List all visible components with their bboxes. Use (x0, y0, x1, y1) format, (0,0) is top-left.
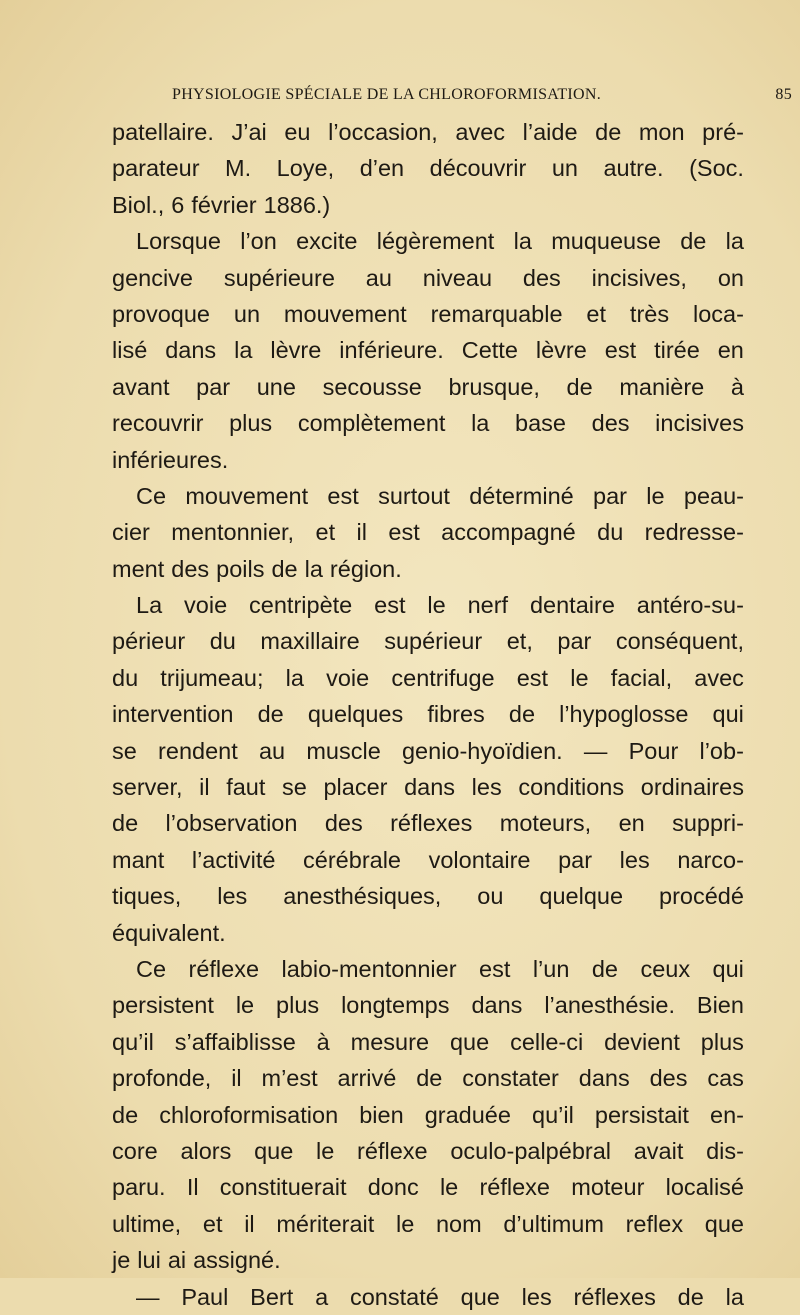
word: est (604, 337, 637, 364)
word: 1886.) (263, 191, 331, 218)
word: à (730, 373, 744, 400)
word: ai (167, 1247, 187, 1274)
word: de (112, 810, 139, 837)
word: la (725, 1283, 744, 1310)
text-line (112, 514, 744, 550)
word: est (388, 519, 420, 546)
word: l’aide (522, 119, 578, 145)
word: d’en (359, 155, 405, 182)
word: légèrement (376, 228, 495, 255)
word: qu’il (112, 1028, 154, 1055)
word: le (235, 992, 255, 1019)
word: oculo-palpébral (450, 1137, 612, 1164)
word: dans (578, 1065, 630, 1092)
word: parateur (112, 155, 200, 182)
word: dis- (706, 1137, 744, 1164)
word: la (725, 228, 744, 255)
word: cier (112, 519, 150, 546)
running-title: PHYSIOLOGIE SPÉCIALE DE LA CHLOROFORMISATION. (172, 86, 602, 103)
word: gencive (112, 264, 193, 291)
text-line (112, 805, 744, 841)
word: provoque (112, 300, 210, 327)
text-line (112, 296, 744, 332)
word: Il (186, 1174, 199, 1201)
word: tiques, (112, 883, 182, 910)
word: poils (216, 555, 265, 582)
word: réflexe (357, 1137, 428, 1164)
word: constituerait (219, 1174, 347, 1201)
word: lèvre (270, 337, 322, 364)
text-line (112, 1133, 744, 1169)
text-line (112, 478, 744, 514)
word: conséquent, (615, 628, 744, 655)
word: région. (329, 555, 402, 582)
word: profonde, (112, 1065, 212, 1092)
word: antéro-su- (636, 592, 744, 619)
word: 6 (171, 191, 185, 218)
word: recouvrir (112, 410, 204, 437)
text-line (112, 623, 744, 659)
word: procédé (659, 883, 744, 910)
word: l’occasion, (328, 119, 438, 145)
word: il (199, 774, 210, 801)
word: server, (112, 774, 183, 801)
word: les (217, 883, 248, 910)
word: volontaire (428, 846, 531, 873)
word: anesthésiques, (283, 883, 442, 910)
word: un (551, 155, 578, 182)
word: avec (694, 664, 744, 691)
word: mon (638, 119, 685, 145)
word: mouvement (283, 300, 407, 327)
word: le (427, 592, 446, 619)
word: déterminé (469, 482, 574, 509)
word: équivalent. (112, 919, 226, 946)
word: est (479, 955, 511, 982)
word: réflexes (390, 810, 473, 837)
word: alors (180, 1137, 232, 1164)
text-line (112, 114, 744, 150)
word: Paul (181, 1283, 229, 1310)
word: qui (712, 701, 744, 728)
word: réflexe (479, 1174, 551, 1201)
word: que (704, 1210, 744, 1237)
text-line (112, 1279, 744, 1315)
word: que (449, 1028, 490, 1055)
word: niveau (422, 264, 493, 291)
word: bien (359, 1101, 404, 1128)
word: l’on (240, 228, 277, 255)
word: surtout (378, 482, 450, 509)
word: quelque (539, 883, 624, 910)
word: Bien (696, 992, 744, 1019)
word: des (649, 1065, 688, 1092)
word: de (112, 1101, 139, 1128)
word: il (356, 519, 367, 546)
word: centripète (249, 592, 353, 619)
word: réflexe (188, 955, 260, 982)
word: les (619, 846, 650, 873)
text-line (112, 260, 744, 296)
word: dans (165, 337, 217, 364)
word: la (513, 228, 532, 255)
word: mentonnier, (171, 519, 295, 546)
text-line (112, 951, 744, 987)
word: genio-hyoïdien. (401, 737, 563, 764)
word: une (256, 373, 296, 400)
text-line (112, 150, 744, 186)
word: (Soc. (689, 155, 744, 182)
word: quelques (307, 701, 404, 728)
text-line (112, 1169, 744, 1205)
word: Lorsque (136, 228, 221, 255)
word: un (233, 300, 261, 327)
word: muscle (306, 737, 381, 764)
word: narco- (677, 846, 744, 873)
word: constater (462, 1065, 559, 1092)
word: Ce (136, 482, 167, 509)
word: découvrir (429, 155, 527, 182)
word: l’ob- (699, 737, 744, 764)
word: conditions (518, 774, 625, 801)
text-line (112, 405, 744, 441)
word: d’ultimum (503, 1210, 604, 1237)
word: manière (619, 373, 705, 400)
word: excite (296, 228, 358, 255)
text-line (112, 1097, 744, 1133)
word: de (257, 701, 284, 728)
word: ceux (640, 955, 691, 982)
text-line (112, 1242, 744, 1278)
body-text (112, 114, 744, 1315)
word: avant (112, 373, 170, 400)
word: la (304, 555, 323, 582)
text-line (112, 187, 744, 223)
word: lèvre (535, 337, 587, 364)
word: en (618, 810, 645, 837)
word: le (570, 664, 589, 691)
word: — (136, 1283, 160, 1310)
word: mant (112, 846, 165, 873)
word: par (196, 373, 231, 400)
word: lisé (112, 337, 148, 364)
word: incisives, (591, 264, 687, 291)
word: supérieure (223, 264, 335, 291)
word: de (591, 955, 618, 982)
word: du (112, 664, 139, 691)
word: ordinaires (640, 774, 744, 801)
text-line (112, 442, 744, 478)
word: loca- (693, 300, 744, 327)
word: arrivé (337, 1065, 397, 1092)
word: l’activité (191, 846, 276, 873)
word: s’affaiblisse (174, 1028, 296, 1055)
word: avait (633, 1137, 684, 1164)
text-line (112, 878, 744, 914)
word: février (191, 191, 257, 218)
word: l’un (532, 955, 570, 982)
word: reflex (625, 1210, 684, 1237)
word: que (460, 1283, 500, 1310)
word: l’observation (165, 810, 298, 837)
word: des (171, 555, 210, 582)
word: le (646, 482, 665, 509)
word: patellaire. (112, 119, 214, 145)
word: dans (404, 774, 456, 801)
text-line (112, 915, 744, 951)
word: qu’il (532, 1101, 574, 1128)
word: longtemps (341, 992, 450, 1019)
word: périeur (112, 628, 186, 655)
word: centrifuge (391, 664, 495, 691)
page-number: 85 (775, 86, 792, 103)
word: pré- (702, 119, 744, 145)
word: placer (323, 774, 388, 801)
word: Biol., (112, 191, 165, 218)
word: labio-mentonnier (281, 955, 457, 982)
word: chloroformisation (159, 1101, 339, 1128)
word: mouvement (185, 482, 309, 509)
word: trijumeau; (160, 664, 264, 691)
word: il (231, 1065, 242, 1092)
word: le (439, 1174, 459, 1201)
word: par (558, 846, 593, 873)
word: au (365, 264, 392, 291)
word: base (515, 410, 566, 437)
word: avec (455, 119, 506, 145)
word: la (285, 664, 304, 691)
word: l’anesthésie. (544, 992, 675, 1019)
word: par (593, 482, 627, 509)
text-line (112, 1206, 744, 1242)
word: la (234, 337, 253, 364)
text-line (112, 369, 744, 405)
word: Pour (628, 737, 679, 764)
word: m’est (261, 1065, 318, 1092)
word: le (316, 1137, 335, 1164)
word: que (254, 1137, 294, 1164)
word: se (112, 737, 137, 764)
word: devient (604, 1028, 680, 1055)
text-line (112, 696, 744, 732)
word: plus (276, 992, 320, 1019)
word: moteurs, (499, 810, 592, 837)
word: suppri- (672, 810, 744, 837)
word: a (315, 1283, 329, 1310)
text-line (112, 987, 744, 1023)
word: dentaire (529, 592, 615, 619)
word: incisives (655, 410, 744, 437)
text-line (112, 733, 744, 769)
word: Bert (250, 1283, 294, 1310)
text-line (112, 842, 744, 878)
word: fibres (427, 701, 485, 728)
word: complètement (297, 410, 446, 437)
word: les (521, 1283, 552, 1310)
word: l’hypoglosse (559, 701, 689, 728)
word: Loye, (276, 155, 335, 182)
word: de (271, 555, 298, 582)
text-line (112, 1060, 744, 1096)
word: M. (225, 155, 252, 182)
word: faut (226, 774, 266, 801)
word: en- (710, 1101, 744, 1128)
word: nom (435, 1210, 482, 1237)
word: de (416, 1065, 443, 1092)
word: rendent (158, 737, 238, 764)
word: ment (112, 555, 165, 582)
word: et (202, 1210, 223, 1237)
word: accompagné (441, 519, 576, 546)
word: inférieures. (112, 446, 229, 473)
word: core (112, 1137, 158, 1164)
word: voie (184, 592, 228, 619)
word: du (209, 628, 236, 655)
word: les (471, 774, 502, 801)
word: par (557, 628, 592, 655)
word: intervention (112, 701, 234, 728)
word: localisé (665, 1174, 744, 1201)
word: secousse (322, 373, 422, 400)
word: eu (284, 119, 311, 145)
word: celle-ci (510, 1028, 584, 1055)
word: constaté (349, 1283, 439, 1310)
word: ou (477, 883, 504, 910)
word: muqueuse (551, 228, 661, 255)
word: moteur (571, 1174, 645, 1201)
text-line (112, 1024, 744, 1060)
word: plus (229, 410, 273, 437)
text-line (112, 332, 744, 368)
word: est (327, 482, 359, 509)
word: réflexes (573, 1283, 656, 1310)
word: facial, (610, 664, 673, 691)
text-line (112, 660, 744, 696)
word: assigné. (193, 1247, 281, 1274)
word: maxillaire (260, 628, 360, 655)
word: lui (137, 1247, 161, 1274)
word: La (136, 592, 163, 619)
word: au (258, 737, 286, 764)
word: graduée (424, 1101, 511, 1128)
word: remarquable (430, 300, 563, 327)
word: inférieure. (339, 337, 444, 364)
word: plus (700, 1028, 744, 1055)
word: mériterait (276, 1210, 375, 1237)
word: la (471, 410, 490, 437)
word: J’ai (231, 119, 267, 145)
word: dans (471, 992, 523, 1019)
word: cérébrale (303, 846, 402, 873)
word: se (282, 774, 307, 801)
word: du (597, 519, 624, 546)
word: de (566, 373, 593, 400)
word: le (395, 1210, 415, 1237)
word: mesure (350, 1028, 430, 1055)
word: Ce (136, 955, 167, 982)
word: des (324, 810, 363, 837)
word: et (315, 519, 336, 546)
word: redresse- (644, 519, 744, 546)
word: de (677, 1283, 704, 1310)
text-line (112, 551, 744, 587)
word: de (595, 119, 622, 145)
word: ultime, (112, 1210, 182, 1237)
word: et (586, 300, 607, 327)
word: nerf (467, 592, 509, 619)
word: Cette (461, 337, 518, 364)
word: on (717, 264, 744, 291)
word: et, (506, 628, 533, 655)
word: est (516, 664, 549, 691)
word: cas (707, 1065, 744, 1092)
text-line (112, 769, 744, 805)
word: persistait (594, 1101, 689, 1128)
word: de (680, 228, 707, 255)
word: des (522, 264, 561, 291)
word: voie (326, 664, 370, 691)
word: brusque, (448, 373, 540, 400)
word: il (244, 1210, 255, 1237)
word: persistent (112, 992, 214, 1019)
word: tirée (654, 337, 700, 364)
word: en (717, 337, 744, 364)
word: de (508, 701, 536, 728)
running-head (172, 86, 792, 110)
word: est (374, 592, 406, 619)
word: à (316, 1028, 330, 1055)
word: très (629, 300, 670, 327)
word: donc (367, 1174, 419, 1201)
text-line (112, 223, 744, 259)
word: autre. (603, 155, 664, 182)
text-line (112, 587, 744, 623)
word: qui (712, 955, 744, 982)
word: je (112, 1247, 131, 1274)
word: supérieur (384, 628, 483, 655)
word: — (583, 737, 608, 764)
word: peau- (683, 482, 744, 509)
word: paru. (112, 1174, 166, 1201)
word: des (591, 410, 630, 437)
